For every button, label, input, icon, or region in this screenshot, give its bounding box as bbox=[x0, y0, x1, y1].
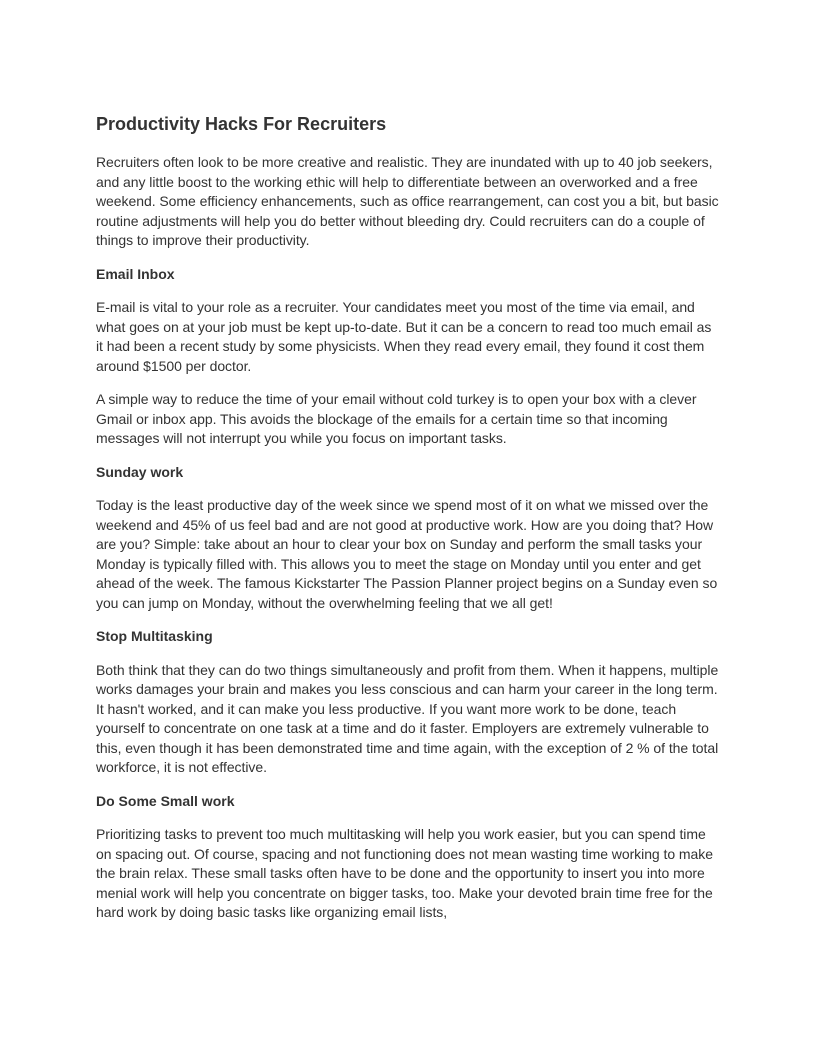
email-inbox-paragraph-1: E-mail is vital to your role as a recruiter. Your candidates meet you most of the time via email, and what goes on at your job must be kept up-to-date. But it can be a concern to read too much email as it had been a recent study by some physicists. When they read every email, they found it cost them around $1500 per doctor. bbox=[96, 299, 712, 374]
small-work-paragraph: Prioritizing tasks to prevent too much multitasking will help you work easier, but you can spend time on spacing out. Of course, spacing and not functioning does not mean wasting time working to make the brain relax. These small tasks often have to be done and the opportunity to insert you into more menial work will help you concentrate on bigger tasks, too. Make your devoted brain time free for the hard work by doing basic tasks like organizing email lists, bbox=[96, 826, 713, 920]
section-heading-stop-multitasking: Stop Multitasking bbox=[96, 628, 213, 644]
intro-paragraph: Recruiters often look to be more creative and realistic. They are inundated with up to 40 job seekers, and any little boost to the working ethic will help to differentiate between an overworked and a free weekend. Some efficiency enhancements, such as office rearrangement, can cost you a bit, but basic routine adjustments will help you do better without bleeding dry. Could recruiters can do a couple of things to improve their productivity. bbox=[96, 154, 719, 248]
email-inbox-paragraph-2: A simple way to reduce the time of your email without cold turkey is to open your box with a clever Gmail or inbox app. This avoids the blockage of the emails for a certain time so that incoming messages will not interrupt you while you focus on important tasks. bbox=[96, 391, 697, 446]
document-body bbox=[96, 112, 722, 937]
section-heading-sunday-work: Sunday work bbox=[96, 463, 184, 480]
stop-multitasking-paragraph: Both think that they can do two things simultaneously and profit from them. When it happens, multiple works damages your brain and makes you less conscious and can harm your career in the long term. It hasn't worked, and it can make you less productive. If you want more work to be done, teach yourself to concentrate on one task at a time and do it faster. Employers are extremely vulnerable to this, even though it has been demonstrated time and time again, with the exception of 2 % of the total workforce, it is not effective. bbox=[96, 661, 719, 775]
page-title: Productivity Hacks For Recruiters bbox=[96, 114, 387, 134]
sunday-work-paragraph: Today is the least productive day of the week since we spend most of it on what we missed over the weekend and 45% of us feel bad and are not good at productive work. How are you doing that? How are you? Simple: take about an hour to clear your box on Sunday and perform the small tasks your Monday is typically filled with. This allows you to meet the stage on Monday until you enter and get ahead of the week. The famous Kickstarter The Passion Planner project begins on a Sunday even so you can jump on Monday, without the overwhelming feeling that we all get! bbox=[96, 497, 718, 611]
section-heading-email-inbox: Email Inbox bbox=[96, 265, 175, 282]
section-heading-small-work: Do Some Small work bbox=[96, 792, 235, 809]
